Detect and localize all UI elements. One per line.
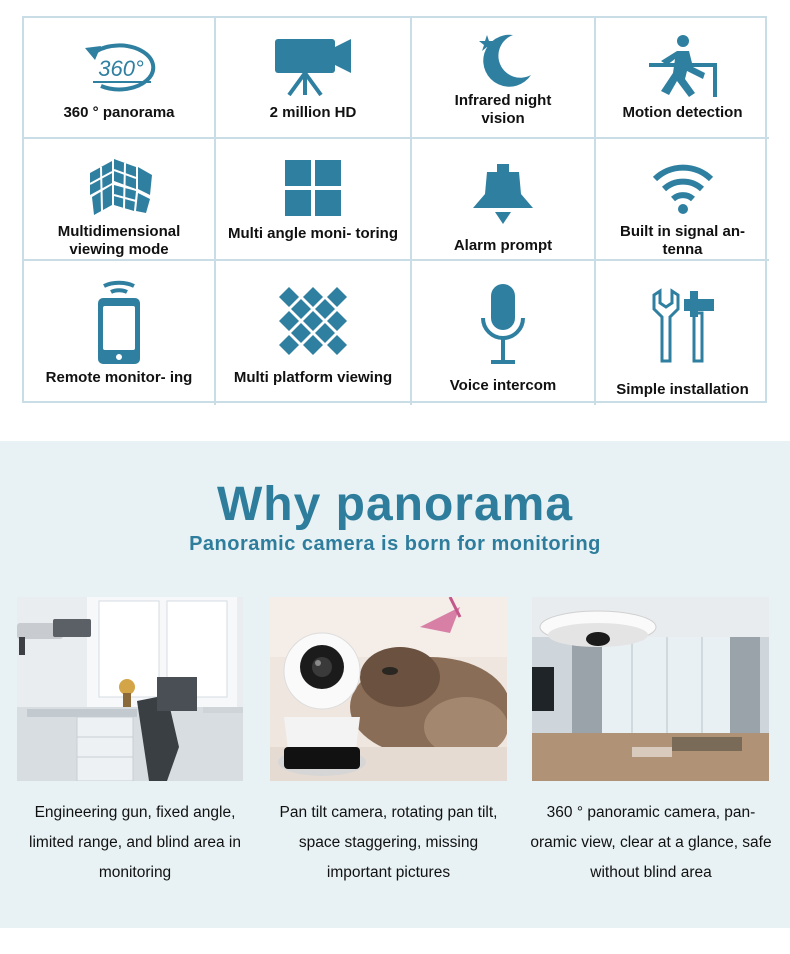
office-with-bullet-camera-image: [17, 597, 243, 781]
feature-cell-alarm: [412, 139, 596, 261]
feature-grid: [22, 16, 767, 403]
feature-cell-antenna: [596, 139, 769, 261]
feature-label: Multidimensional viewing mode: [57, 223, 181, 258]
caption-pan-tilt-camera: Pan tilt camera, rotating pan tilt, space staggering, missing important pictures: [279, 804, 498, 881]
diamond-grid-icon: [275, 273, 351, 369]
feature-cell-night-vision: [412, 18, 596, 139]
feature-label: Simple installation: [616, 381, 749, 398]
feature-label: Multi angle moni- toring: [228, 225, 398, 242]
microphone-icon: [479, 273, 527, 377]
cube-icon: [82, 151, 156, 223]
feature-cell-multidimensional: [24, 139, 216, 261]
feature-label: Infrared night vision: [454, 92, 552, 127]
feature-label: 2 million HD: [269, 104, 357, 121]
feature-cell-multi-angle: [216, 139, 412, 261]
feature-label: Alarm prompt: [453, 237, 553, 254]
feature-cell-multi-platform: [216, 261, 412, 405]
feature-label: Built in signal an- tenna: [619, 223, 745, 258]
feature-label: Multi platform viewing: [233, 369, 393, 386]
running-person-icon: [647, 30, 719, 104]
smartphone-icon: [94, 273, 144, 369]
living-room-with-panoramic-camera-image: [532, 597, 769, 781]
cat-with-pan-tilt-camera-image: [270, 597, 507, 781]
feature-label: Remote monitor- ing: [45, 369, 193, 386]
feature-label: Voice intercom: [449, 377, 557, 394]
feature-cell-installation: [596, 261, 769, 405]
wifi-icon: [651, 151, 715, 223]
caption-bullet-camera: Engineering gun, fixed angle, limited range, and blind area in monitoring: [29, 804, 241, 881]
four-squares-icon: [284, 151, 342, 225]
feature-label: Motion detection: [622, 104, 743, 121]
why-panorama-section: [0, 441, 790, 928]
feature-cell-motion: [596, 18, 769, 139]
svg-text:360°: 360°: [98, 56, 144, 81]
feature-cell-intercom: [412, 261, 596, 405]
feature-cell-remote: [24, 261, 216, 405]
feature-cell-hd: [216, 18, 412, 139]
video-camera-icon: [271, 30, 355, 104]
moon-star-icon: [471, 30, 535, 92]
bell-icon: [471, 151, 535, 237]
feature-label: 360 ° panorama: [63, 104, 175, 121]
section-subtitle: Panoramic camera is born for monitoring: [189, 533, 601, 555]
section-title: Why panorama: [216, 478, 574, 531]
caption-panoramic-camera: 360 ° panoramic camera, pan- oramic view, clear at a glance, safe without blind area: [530, 804, 772, 881]
360-panorama-icon: [79, 30, 159, 104]
tools-icon: [650, 273, 716, 381]
feature-cell-360-panorama: [24, 18, 216, 139]
